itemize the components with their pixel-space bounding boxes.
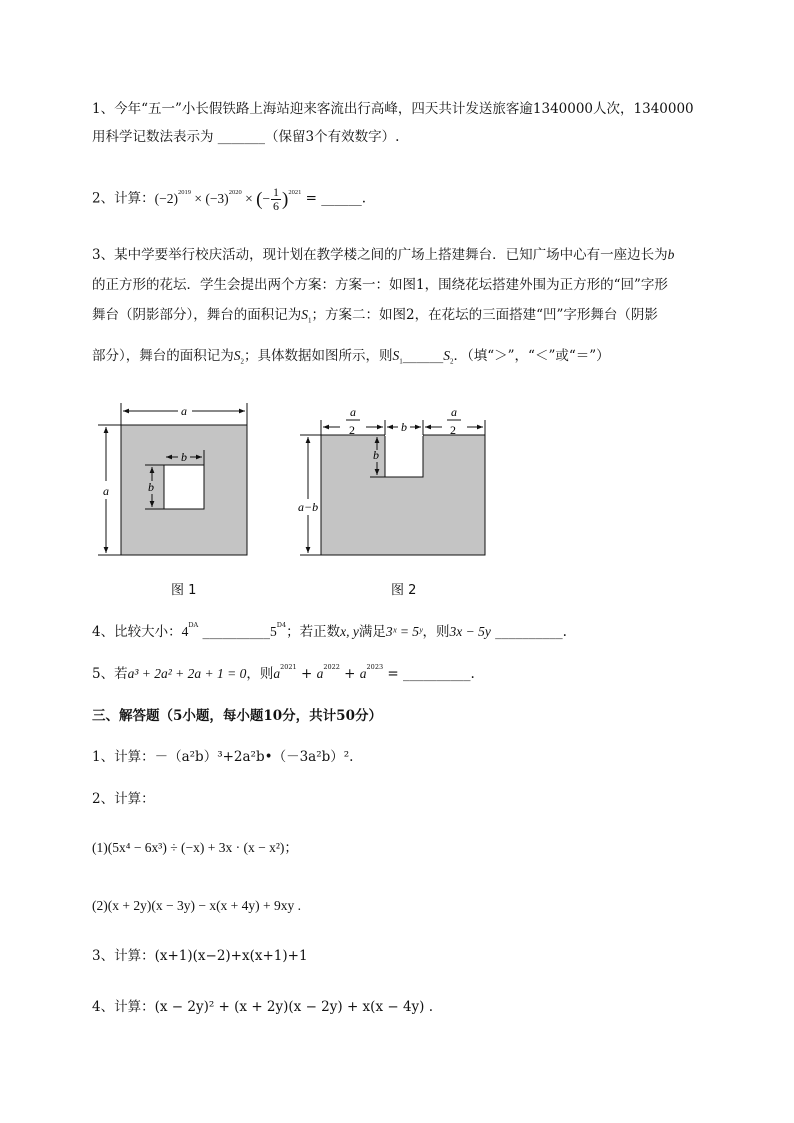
fig1-caption: 图 1 — [171, 583, 197, 598]
p3-line: 3、计算：(x+1)(x−2)+x(x+1)+1 — [92, 948, 308, 964]
q2-term1: $(-2)^{2019} \times (-3)^{2020}$ × (− $\frac{1}{6}$ )$^{2021}$ — [154, 185, 302, 213]
q3-line2: 的正方形的花坛．学生会提出两个方案：方案一：如图1，围绕花坛搭建外围为正方形的“回”字形 — [92, 277, 668, 293]
fig1-label-a-left: a — [103, 484, 109, 498]
fig2-label-2-left: 2 — [349, 423, 355, 437]
p2-sub2: (2)(x + 2y)(x − 3y) − x(x + 4y) + 9xy . — [92, 898, 302, 913]
fig2-label-b-top: b — [401, 420, 407, 434]
figure-2 — [298, 405, 485, 555]
fig1-label-b-top: b — [181, 450, 187, 464]
q1-line1: 1、今年“五一”小长假铁路上海站迎来客流出行高峰，四天共计发送旅客逾1340000人次，1340000 — [92, 101, 694, 117]
fig2-label-a-minus-b: a−b — [298, 500, 319, 514]
q2-label: 2、计算： — [92, 190, 155, 207]
p4-line: 4、计算：(x − 2y)² + (x + 2y)(x − 2y) + x(x − 4y) . — [92, 999, 434, 1015]
q3-line1: 3、某中学要举行校庆活动，现计划在教学楼之间的广场上搭建舞台．已知广场中心有一座边长为b — [92, 247, 675, 263]
q2-line — [92, 186, 754, 213]
fig2-caption: 图 2 — [391, 583, 417, 598]
fig2-flowerbed — [385, 435, 423, 477]
q4-line: 4、比较大小：$4^{DA}$ $\_\_\_\_\_\_\_\_\_\_5^{D4}$；若正数x, y满足3ˣ = 5ʸ，则3x − 5y __________. — [92, 621, 567, 640]
q1-line2: 用科学记数法表示为 _______（保留3个有效数字）. — [92, 129, 400, 145]
q2-tail: = ______. — [305, 190, 367, 207]
p2-sub1: (1)(5x⁴ − 6x³) ÷ (−x) + 3x · (x − x²)； — [92, 840, 298, 855]
fig2-label-b-left: b — [373, 448, 379, 462]
section-3-title: 三、解答题（5小题，每小题10分，共计50分） — [92, 708, 382, 724]
fig1-label-b-left: b — [148, 480, 154, 494]
fig2-label-a-left: a — [350, 405, 356, 419]
p2-label: 2、计算： — [92, 791, 155, 807]
fig2-label-2-right: 2 — [450, 423, 456, 437]
q3-line3: 舞台（阴影部分），舞台的面积记为$S_1$；方案二：如图2，在花坛的三面搭建“凹”字形舞台（阴影 — [92, 307, 658, 325]
figure-1 — [98, 403, 247, 555]
p1-line: 1、计算：－（a²b）³+2a²b•（－3a²b）². — [92, 749, 354, 765]
q3-line4: 部分），舞台的面积记为$S_2$；具体数据如图所示，则$S_1\_\_\_\_\_\_S_2$．（填“＞”，“＜”或“＝”） — [92, 348, 610, 366]
q5-line: 5、若a³ + 2a² + 2a + 1 = 0，则$a^{2021} + a^{2022} + a^{2023}$ = __________. — [92, 663, 475, 682]
fig1-label-a-top: a — [181, 404, 187, 418]
fig1-inner-square — [164, 465, 204, 509]
fig2-label-a-right: a — [451, 405, 457, 419]
